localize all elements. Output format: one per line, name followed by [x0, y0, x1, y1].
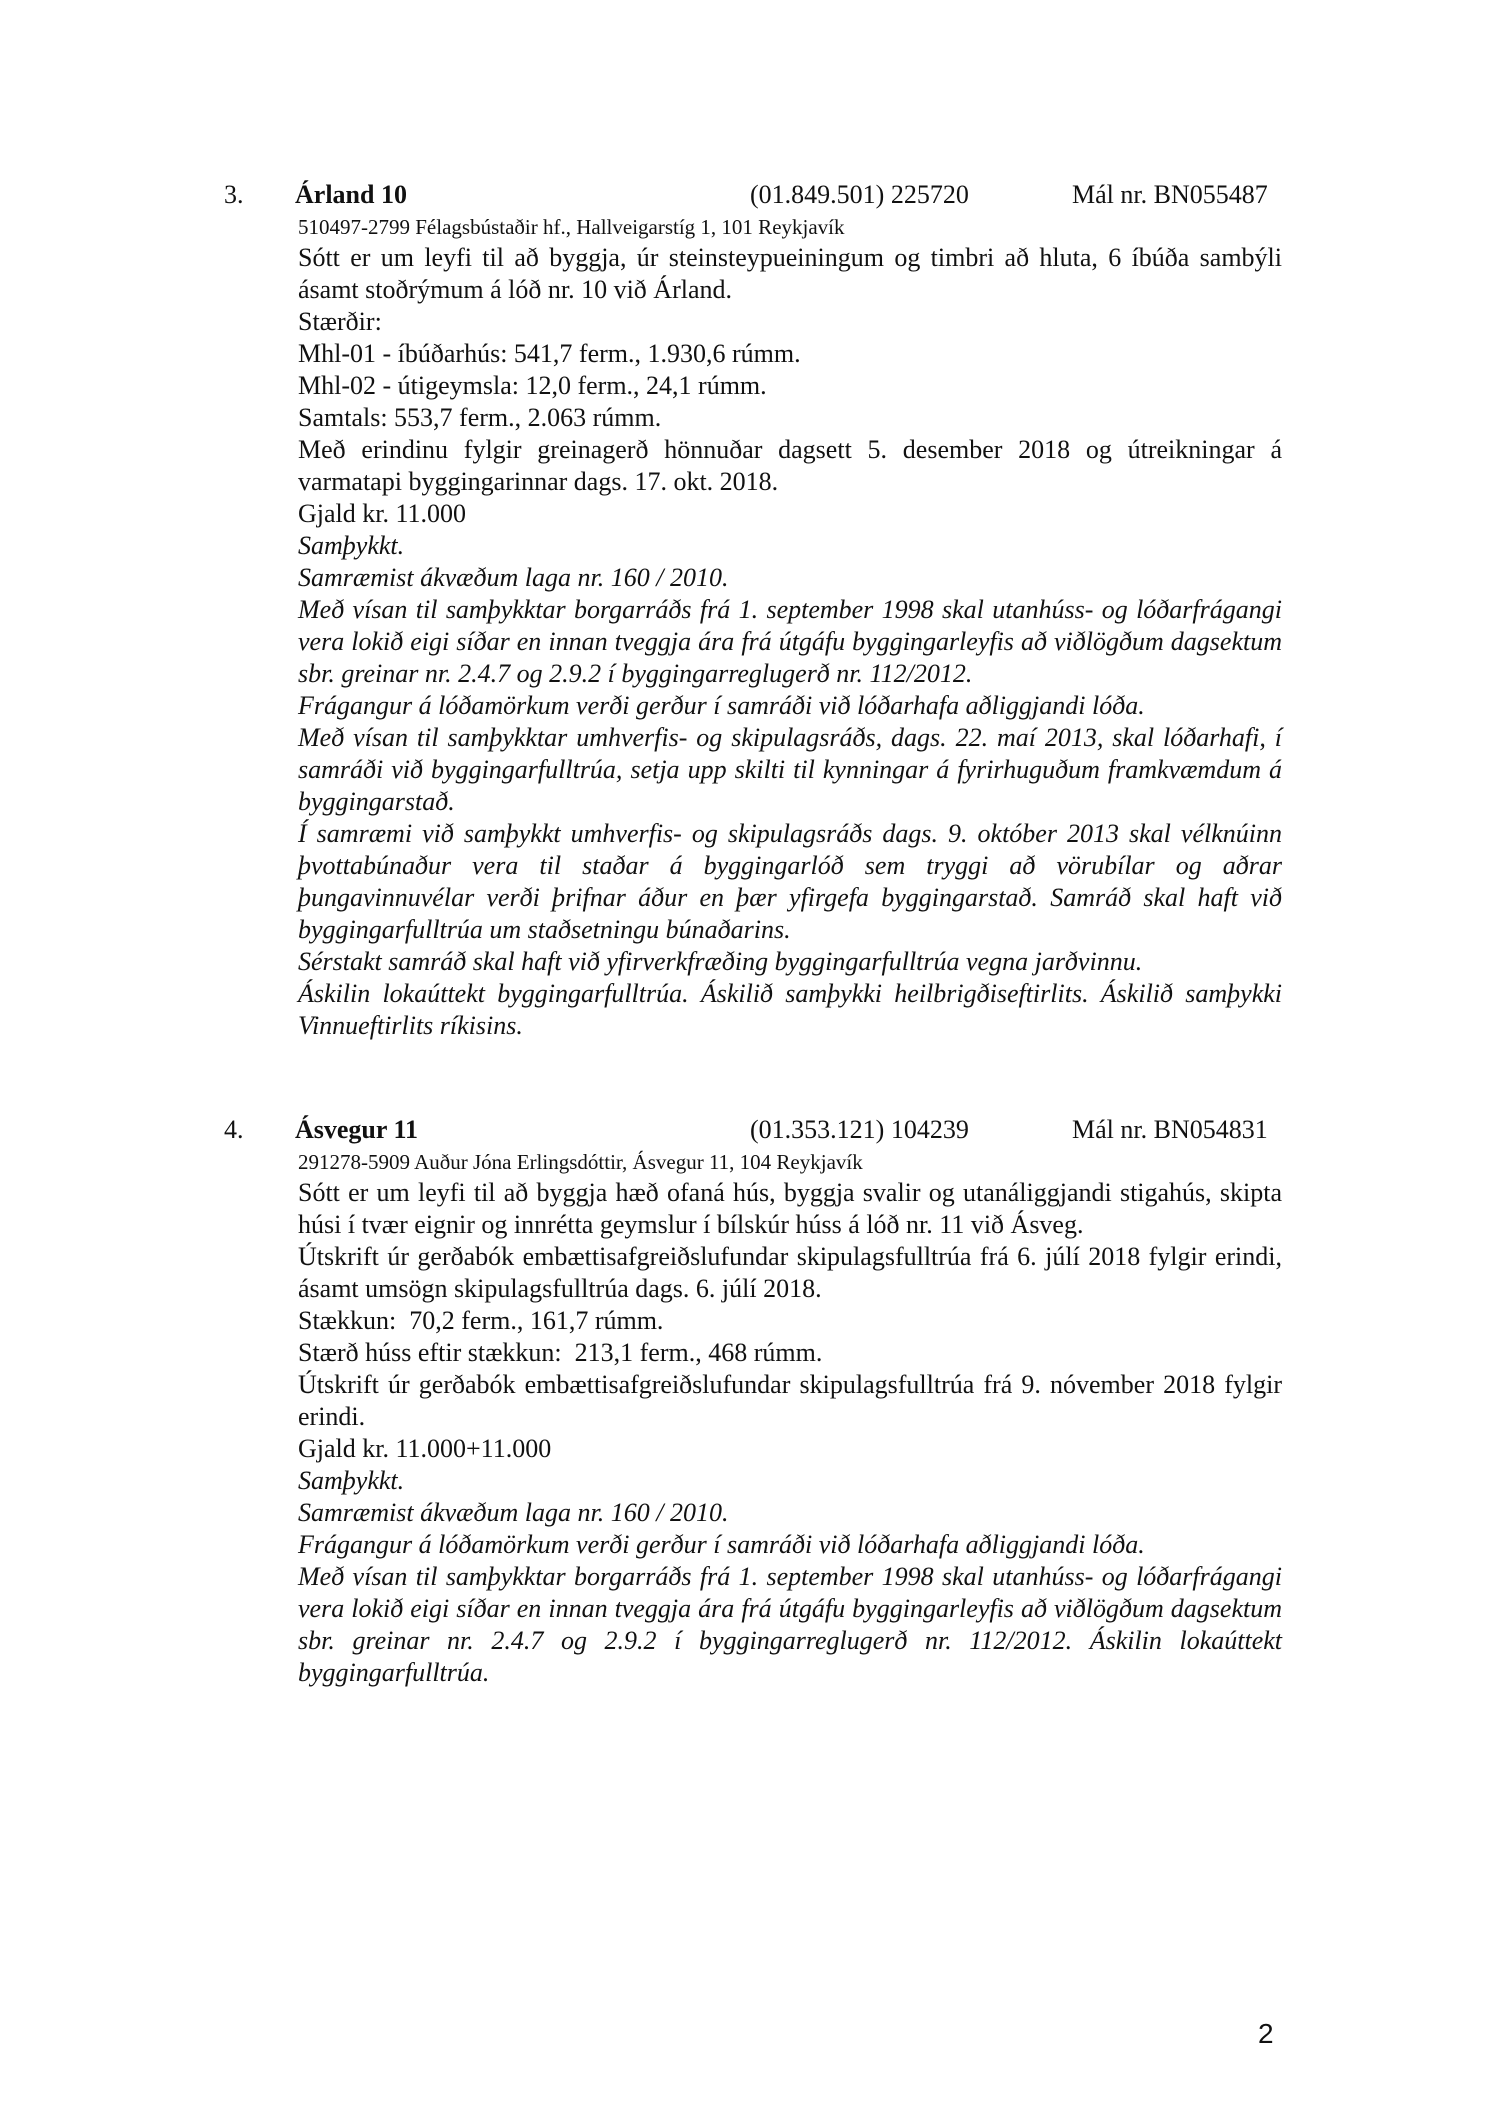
entry-header	[0, 1115, 1500, 1151]
page-number: 2	[1258, 2018, 1274, 2049]
entry-paragraph: Útskrift úr gerðabók embættisafgreiðslufundar skipulagsfulltrúa frá 6. júlí 2018 fylgir erindi, ásamt umsögn skipulagsfulltrúa dags. 6. júlí 2018.	[298, 1242, 1282, 1303]
entry-header	[0, 180, 1500, 216]
agenda-entry	[0, 180, 1500, 1042]
entry-paragraph: Frágangur á lóðamörkum verði gerður í samráði við lóðarhafa aðliggjandi lóða.	[298, 1530, 1145, 1559]
entry-applicant: 291278-5909 Auður Jóna Erlingsdóttir, Ásvegur 11, 104 Reykjavík	[298, 1150, 863, 1174]
entry-paragraph: Stærðir:	[298, 307, 382, 336]
entry-paragraph: Samtals: 553,7 ferm., 2.063 rúmm.	[298, 403, 662, 432]
entry-paragraph: Samræmist ákvæðum laga nr. 160 / 2010.	[298, 563, 729, 592]
entry-paragraph: Samræmist ákvæðum laga nr. 160 / 2010.	[298, 1498, 729, 1527]
entry-paragraph: Áskilin lokaúttekt byggingarfulltrúa. Áskilið samþykki heilbrigðiseftirlits. Áskilið samþykki Vinnueftirlits ríkisins.	[298, 979, 1282, 1040]
entry-paragraph: Stærð húss eftir stækkun: 213,1 ferm., 468 rúmm.	[298, 1338, 823, 1367]
entry-paragraph: Útskrift úr gerðabók embættisafgreiðslufundar skipulagsfulltrúa frá 9. nóvember 2018 fylgir erindi.	[298, 1370, 1282, 1431]
entry-paragraph: Sótt er um leyfi til að byggja, úr steinsteypueiningum og timbri að hluta, 6 íbúða sambýli ásamt stoðrýmum á lóð nr. 10 við Árland.	[298, 243, 1282, 304]
agenda-entry	[0, 1115, 1500, 1689]
entry-number: 4.	[224, 1115, 244, 1144]
entry-number: 3.	[224, 180, 244, 209]
entry-decision: Samþykkt.	[298, 1466, 405, 1495]
entry-case-number: Mál nr. BN055487	[1072, 180, 1268, 209]
entry-decision: Samþykkt.	[298, 531, 405, 560]
entry-paragraph: Mhl-02 - útigeymsla: 12,0 ferm., 24,1 rúmm.	[298, 371, 767, 400]
entry-applicant: 510497-2799 Félagsbústaðir hf., Hallveigarstíg 1, 101 Reykjavík	[298, 215, 845, 239]
entry-title: Ásvegur 11	[295, 1115, 419, 1144]
entry-body	[298, 1177, 1282, 1689]
entry-paragraph: Gjald kr. 11.000+11.000	[298, 1434, 552, 1463]
entry-property-ids: (01.353.121) 104239	[750, 1115, 969, 1144]
entry-paragraph: Mhl-01 - íbúðarhús: 541,7 ferm., 1.930,6 rúmm.	[298, 339, 801, 368]
entry-paragraph: Með vísan til samþykktar umhverfis- og skipulagsráðs, dags. 22. maí 2013, skal lóðarhafi, í samráði við byggingarfulltrúa, setja upp skilti til kynningar á fyrirhuguðum framkvæmdum á byggingarstað.	[298, 723, 1282, 816]
entry-paragraph: Með erindinu fylgir greinagerð hönnuðar dagsett 5. desember 2018 og útreikningar á varmatapi byggingarinnar dags. 17. okt. 2018.	[298, 435, 1282, 496]
entry-paragraph: Sérstakt samráð skal haft við yfirverkfræðing byggingarfulltrúa vegna jarðvinnu.	[298, 947, 1143, 976]
entry-paragraph: Frágangur á lóðamörkum verði gerður í samráði við lóðarhafa aðliggjandi lóða.	[298, 691, 1145, 720]
entry-property-ids: (01.849.501) 225720	[750, 180, 969, 209]
entry-body	[298, 242, 1282, 1042]
entry-paragraph: Stækkun: 70,2 ferm., 161,7 rúmm.	[298, 1306, 664, 1335]
entry-paragraph: Í samræmi við samþykkt umhverfis- og skipulagsráðs dags. 9. október 2013 skal vélknúinn þvottabúnaður vera til staðar á byggingarlóð sem tryggi að vörubílar og aðrar þungavinnuvélar verði þrifnar áður en þær yfirgefa byggingarstað. Samráð skal haft við byggingarfulltrúa um staðsetningu búnaðarins.	[298, 819, 1282, 944]
entry-paragraph: Með vísan til samþykktar borgarráðs frá 1. september 1998 skal utanhúss- og lóðarfrágangi vera lokið eigi síðar en innan tveggja ára frá útgáfu byggingarleyfis að viðlögðum dagsektum sbr. greinar nr. 2.4.7 og 2.9.2 í byggingarreglugerð nr. 112/2012.	[298, 595, 1282, 688]
entry-paragraph: Sótt er um leyfi til að byggja hæð ofaná hús, byggja svalir og utanáliggjandi stigahús, skipta húsi í tvær eignir og innrétta geymslur í bílskúr húss á lóð nr. 11 við Ásveg.	[298, 1178, 1282, 1239]
entry-title: Árland 10	[295, 180, 407, 209]
entry-paragraph: Með vísan til samþykktar borgarráðs frá 1. september 1998 skal utanhúss- og lóðarfrágangi vera lokið eigi síðar en innan tveggja ára frá útgáfu byggingarleyfis að viðlögðum dagsektum sbr. greinar nr. 2.4.7 og 2.9.2 í byggingarreglugerð nr. 112/2012. Áskilin lokaúttekt byggingarfulltrúa.	[298, 1562, 1282, 1687]
entry-paragraph: Gjald kr. 11.000	[298, 499, 467, 528]
entry-case-number: Mál nr. BN054831	[1072, 1115, 1268, 1144]
